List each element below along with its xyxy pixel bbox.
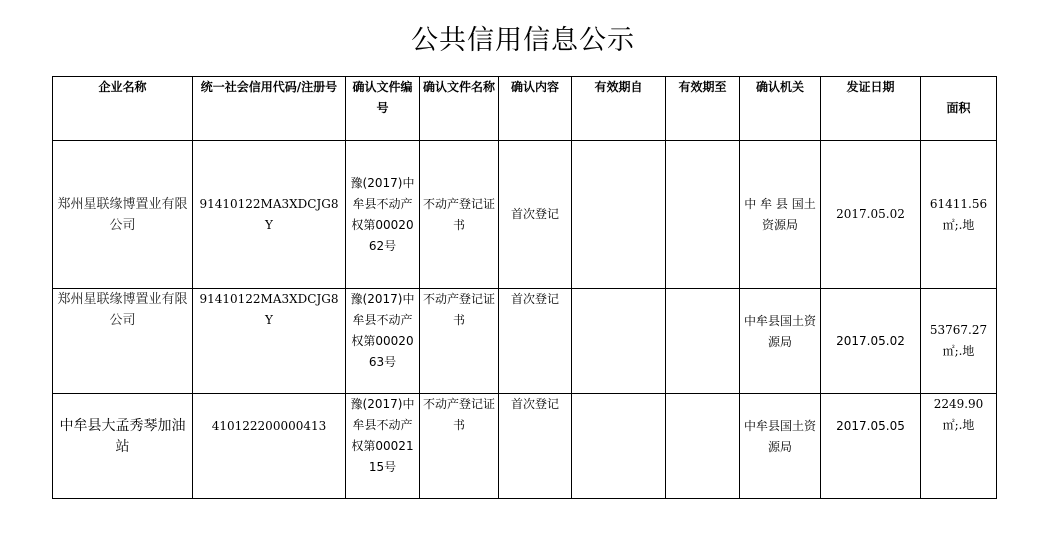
doc-no-cell: 豫(2017)中牟县不动产权第0002063号 <box>346 289 420 394</box>
area-cell: 2249.90㎡;.地 <box>921 394 997 499</box>
page-title: 公共信用信息公示 <box>411 25 635 56</box>
credit-code-cell: 91410122MA3XDCJG8Y <box>193 289 346 394</box>
content-cell: 首次登记 <box>499 289 572 394</box>
area-cell: 53767.27㎡;.地 <box>921 289 997 394</box>
doc-name-cell: 不动产登记证书 <box>420 289 499 394</box>
header-area: 面积 <box>921 77 997 141</box>
issue-date-cell: 2017.05.05 <box>821 394 921 499</box>
valid-to-cell <box>666 141 740 289</box>
valid-to-cell <box>666 394 740 499</box>
company-cell: 郑州星联缘博置业有限公司 <box>53 141 193 289</box>
table-row <box>53 289 997 394</box>
issue-date-cell: 2017.05.02 <box>821 289 921 394</box>
table-row <box>53 394 997 499</box>
header-doc-name: 确认文件名称 <box>420 77 499 141</box>
company-cell: 中牟县大孟秀琴加油站 <box>53 394 193 499</box>
company-cell: 郑州星联缘博置业有限公司 <box>53 289 193 394</box>
authority-cell: 中牟县国土资源局 <box>740 394 821 499</box>
doc-name-cell: 不动产登记证书 <box>420 394 499 499</box>
header-company: 企业名称 <box>53 77 193 141</box>
valid-from-cell <box>572 289 666 394</box>
area-cell: 61411.56㎡;.地 <box>921 141 997 289</box>
header-valid-from: 有效期自 <box>572 77 666 141</box>
content-cell: 首次登记 <box>499 394 572 499</box>
header-content: 确认内容 <box>499 77 572 141</box>
header-doc-no: 确认文件编号 <box>346 77 420 141</box>
valid-from-cell <box>572 141 666 289</box>
credit-info-table <box>52 76 997 499</box>
content-cell: 首次登记 <box>499 141 572 289</box>
valid-from-cell <box>572 394 666 499</box>
doc-no-cell: 豫(2017)中牟县不动产权第0002062号 <box>346 141 420 289</box>
header-issue-date: 发证日期 <box>821 77 921 141</box>
doc-no-cell: 豫(2017)中牟县不动产权第0002115号 <box>346 394 420 499</box>
header-authority: 确认机关 <box>740 77 821 141</box>
header-credit-code: 统一社会信用代码/注册号 <box>193 77 346 141</box>
authority-cell: 中牟县国土资源局 <box>740 289 821 394</box>
issue-date-cell: 2017.05.02 <box>821 141 921 289</box>
credit-code-cell: 91410122MA3XDCJG8Y <box>193 141 346 289</box>
valid-to-cell <box>666 289 740 394</box>
credit-code-cell: 410122200000413 <box>193 394 346 499</box>
header-valid-to: 有效期至 <box>666 77 740 141</box>
doc-name-cell: 不动产登记证书 <box>420 141 499 289</box>
authority-cell: 中 牟 县 国土资源局 <box>740 141 821 289</box>
table-row <box>53 141 997 289</box>
header-row <box>53 77 997 141</box>
